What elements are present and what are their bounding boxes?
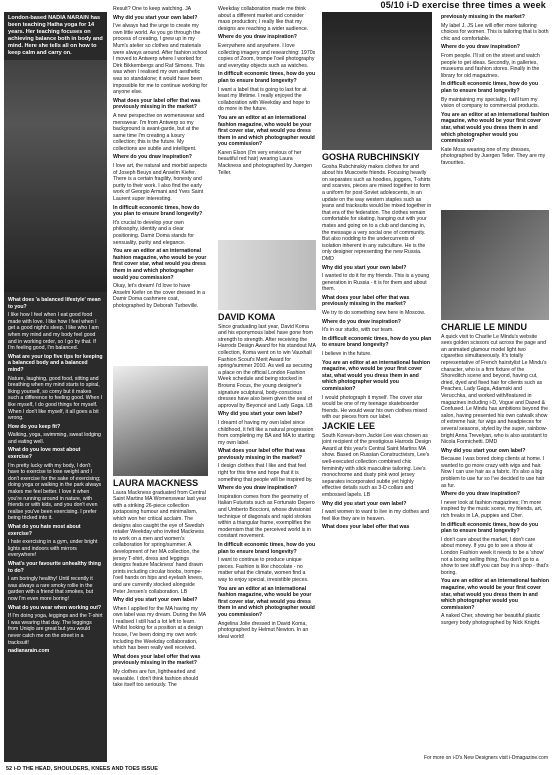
answer-text: A new perspective on womenswear and menswear. I'm from Antwerp so my background is avant-garde, but at the same time I'm creating a luxury collection; this is the future. My collections are subtle and intelligent. bbox=[113, 112, 205, 152]
question-text: Why did you start your own label? bbox=[441, 447, 526, 454]
portrait-charlie-photo bbox=[441, 210, 549, 320]
question-text: Where do you draw inspiration? bbox=[322, 318, 401, 325]
answer-text: I love art, the natural and morbid aspects of Joseph Beuys and Anselm Kiefer. There is a certain fragility, honesty and purity to their work. I also find the early work of Georgio Armani and Yves Saint Laurent super interesting. bbox=[113, 163, 208, 203]
sidebar-qa bbox=[4, 292, 107, 762]
designer-bio-laura: Laura Mackness graduated from Central Saint Martins MA Womenswear last year with a striking 26-piece collection juxtaposing humour and minimalism, which won her critical acclaim. The designs also caught the eye of Swedish retailer Weekday who invited Mackness to work on a men and women's collaboration for spring/summer. A development of her MA collection, the jersey T-shirt, dress and leggings designs feature Mackness' hand drawn prints including circular boobs, trompe-l'oeil hands on hips and eyelash knees, and are currently stocked alongside Peter Jensen's collaboration. LB bbox=[113, 489, 207, 595]
answer-text: Nature, laughing, good food, sitting and breathing when my mind starts to spiral, liking yourself, so corny but it makes such a difference to feeling good. When I like myself, I do good things for myself. When I don't like myself, it all goes a bit wrong. bbox=[8, 375, 103, 422]
question-text: In difficult economic times, how do you plan to ensure brand longevity? bbox=[441, 521, 539, 535]
question-text: You are an editor at an international fashion magazine, who would be your first cover star, what would you dress them in and which photographer would you commission? bbox=[218, 585, 315, 618]
answer-text: Karen Elson (I'm very envious of her beautiful red hair) wearing Laura Mackness and photographed by Juergen Teller. bbox=[218, 149, 313, 176]
page-footer: 52 i-D THE HEAD, SHOULDERS, KNEES AND TOES ISSUE bbox=[6, 766, 158, 772]
answer-text: It's in our studio, with our team. bbox=[322, 327, 394, 334]
answer-text: I hate exercising in a gym, under bright lights and indoors with mirrors everywhere! bbox=[8, 539, 98, 559]
question-text: What's your favourite unhealthy thing to do? bbox=[8, 560, 101, 574]
question-text: What do you love most about exercise? bbox=[8, 447, 81, 461]
answer-text: We try to do something new here in Moscow. bbox=[322, 310, 426, 317]
col3-bottom bbox=[218, 312, 316, 762]
question-text: Where do you draw inspiration? bbox=[441, 44, 520, 51]
question-text: Why did you start your own label? bbox=[218, 411, 303, 418]
answer-text: Everywhere and anywhere. I love collecting imagery and researching: 1970s copies of Zoom, trompe l'oeil photography and everyday objects such as watches. bbox=[218, 42, 316, 69]
col4-top bbox=[322, 152, 432, 692]
designer-bio-david: Since graduating last year, David Koma and his eponymous label have gone from strength to strength. After receiving the Harrods Design Award for his standout MA collection, Koma went on to win Vauxhall Fashion Scout's Merit Award for spring/summer 2010. As well as securing a place on the official London Fashion Week schedule and being stocked in Browns Focus, the young designer's signature sculptural, body-conscious dresses have also been given the seal of approval by Beyoncé and Lady Gaga. LB bbox=[218, 323, 316, 409]
sidebar-intro bbox=[4, 12, 107, 60]
question-text: You are an editor at an international fashion magazine, who would be your first cover star, what would you dress them in and which photographer would you commission? bbox=[441, 578, 549, 611]
answer-text: I wanted to do it for my friends. This is a young generation in Russia - it is for them and about them. bbox=[322, 273, 430, 293]
answer-text: My clothes are fun, lighthearted and wearable. I don't think fashion should take itself too seriously. The bbox=[113, 669, 199, 689]
question-text: Why did you start your own label? bbox=[322, 264, 407, 271]
question-text: Where do you draw inspiration? bbox=[113, 154, 192, 161]
question-text: You are an editor at an international fashion magazine, who would be your first cover star, what would you dress them in and which photographer would you commission? bbox=[441, 111, 549, 145]
answer-text: I never look at fashion magazines; I'm more inspired by the music scene, my friends, art, rich freaks in LA, puppies and Cher. bbox=[441, 499, 543, 520]
answer-text: I dreamt of having my own label since childhood, it felt like a natural progression from completing my BA and MA to starting my own label. bbox=[218, 419, 315, 446]
answer-text: I design clothes that I like and that feel right for this time and hope that it is something that people will be inspired by. bbox=[218, 463, 313, 483]
answer-text: Result? One to keep watching. JA bbox=[113, 6, 192, 12]
question-text: In difficult economic times, how do you plan to ensure brand longevity? bbox=[113, 204, 203, 218]
answer-text: Okay, let's dream! I'd love to have Anselm Kiefer on the cover dressed in a Damir Doma cashmere coat, photographed by Deborah Turbeville. bbox=[113, 283, 205, 309]
answer-text: Walking, yoga, swimming, sweat lodging and eating well. bbox=[8, 432, 101, 445]
col5-top bbox=[441, 12, 549, 208]
answer-text: Inspiration comes from the geometry of Italian Futurists such as Fortunato Depero and Umberto Boccioni, whose divisionist technique of diagonals and rapid strokes within a triangular frame, exemplifies the modernism that the perceived world is in constant movement. bbox=[218, 493, 315, 540]
question-text: What does your label offer that was previously missing in the market? bbox=[113, 653, 201, 667]
sidebar-intro-text: London-based NADIA NARAIN has been teaching Hatha yoga for 14 years. Her teaching focuses on achieving balance both in body and mind. Here she tells all on how to keep calm and carry on. bbox=[8, 15, 103, 56]
sidebar-url: nadianarain.com bbox=[8, 648, 50, 655]
col2-bottom bbox=[113, 478, 208, 748]
question-text: Where do you draw inspiration? bbox=[218, 485, 297, 492]
question-text: Why did you start your own label? bbox=[113, 14, 198, 21]
answer-text: Weekday collaboration made me think about a different market and consider mass production; I really like that my designs are reaching a wider audience. bbox=[218, 6, 309, 32]
question-text: You are an editor at an international fashion magazine, who would be your first cover star, what would you dress them in and which photographer would you commission? bbox=[218, 114, 315, 148]
answer-text: From people. I'll sit on the street and watch people to get ideas. Secondly, in galleries, museums and fashion stores. Finally in the library for old magazines. bbox=[441, 52, 540, 79]
website-credit: For more on i-D's New Designers visit i-Dmagazine.com bbox=[423, 755, 548, 761]
question-text: In difficult economic times, how do you plan to ensure brand longevity? bbox=[218, 542, 316, 555]
question-text: What do you wear when working out? bbox=[8, 604, 102, 611]
answer-text: Kate Moss wearing one of my dresses, photographed by Juergen Teller. They are my favourites. bbox=[441, 146, 546, 166]
portrait-gosha-photo bbox=[322, 12, 432, 150]
col5-bottom bbox=[441, 322, 549, 752]
designer-name-laura: LAURA MACKNESS bbox=[113, 478, 199, 488]
question-text: How do you keep fit? bbox=[8, 423, 61, 430]
question-text: In difficult economic times, how do you plan to ensure brand longevity? bbox=[441, 81, 539, 94]
question-text: What does your label offer that was previously missing in the market? bbox=[113, 97, 201, 111]
answer-text: By maintaining my speciality, I will turn my vision of company to commercial products. bbox=[441, 96, 540, 110]
answer-text: My label J. JS Lee will offer more tailoring choices for women. This is tailoring that is both chic and comfortable. bbox=[441, 22, 549, 42]
answer-text: I believe in the future. bbox=[322, 351, 372, 358]
answer-text: Because I was bored doing clients at home. I wanted to go more crazy with wigs and hair. Now I can use hair as a fabric. It's also a big problem to use fur so I've decided to use hair as fur. bbox=[441, 456, 545, 489]
answer-text: I like how I feel when I eat good food made with love. I like how I feel when I get a good night's sleep. I like who I am when my mind and my body feel good and in working order, so I go by that. If I'm feeling good, I'm balanced. bbox=[8, 312, 99, 352]
portrait-david-photo bbox=[218, 240, 316, 310]
question-text: previously missing in the market? bbox=[441, 14, 525, 20]
designer-name-gosha: GOSHA RUBCHINSKIY bbox=[322, 152, 420, 162]
answer-text: When I applied for the MA having my own label was my dream. During the MA I realised I still had a lot left to learn. Whilst looking for a position at a design house, I've been doing my own work including the Weekday collaboration, which has been really well received. bbox=[113, 605, 206, 652]
question-text: What does your label offer that was bbox=[322, 524, 410, 531]
page-header: 05/10 i-D exercise three times a week bbox=[380, 0, 546, 10]
question-text: What does 'a balanced lifestyle' mean to you? bbox=[8, 297, 101, 310]
question-text: In difficult economic times, how do you plan to ensure brand longevity? bbox=[322, 335, 432, 349]
designer-bio-jackie: South Korean-born Jackie Lee was chosen as joint recipient of the prestigious Harrods Design Award at this year's Central Saint Martins MA show. Based on Russian Constructivism, Lee's well-executed collection combined chic femininity with slick masculine tailoring. Lee's monochrome and dusty pink wool jersey separates incorporated subtle yet highly effective details such as 3-D collars and embossed lapels. LB bbox=[322, 432, 431, 498]
answer-text: I want women to want to live in my clothes and feel like they are in heaven. bbox=[322, 509, 429, 522]
question-text: You are an editor at an international fashion magazine, who would be your first cover star, what would you dress them in and which photographer would you commission? bbox=[322, 359, 430, 392]
portrait-laura-photo bbox=[113, 366, 208, 476]
designer-bio-gosha: Gosha Rubchinskiy makes clothes for and about his Muscovite friends. Focusing heavily on separates such as hoodies, joggers, T-shirts and scarves, pieces are mixed together to form a uniform for post-Soviet adolescents, in an update on the way western staples such as jeans and tracksuits would be mixed together in that era of the federation. The clothes remain comfortable for skating, hanging out with your mates and going on to a club and dancing in, the message a very social one of community. But also nodding to the undercurrents of isolation inherent in any subculture. He is the only designer representing the new Russia. DMD bbox=[322, 163, 432, 262]
question-text: Where do you draw inspiration? bbox=[441, 491, 520, 498]
designer-name-jackie: JACKIE LEE bbox=[322, 420, 376, 431]
question-text: Why did you start your own label? bbox=[113, 597, 198, 604]
answer-text: I don't care about the market, I don't care about money. If you go to see a show at London Fashion week it needs to be a 'show' not a boring selling thing. You don't go to a show to see stuff you can buy in a shop - that's boring. bbox=[441, 536, 549, 576]
answer-text: It's crucial to develop your own philosophy, identity and a clear positioning. Damir Doma stands for sensuality, purity and elegance. bbox=[113, 219, 195, 246]
answer-text: If I'm doing yoga, leggings and the T-shirt I was wearing that day. The leggings from Uniqlo are great but you would never catch me on the street in a tracksuit! bbox=[8, 613, 103, 646]
question-text: In difficult economic times, how do you plan to ensure brand longevity? bbox=[218, 71, 316, 84]
answer-text: I am boringly healthy! Until recently it was always a rare smoky rollie in the garden with a friend that smokes, but now I'm even more boring! bbox=[8, 576, 94, 602]
question-text: Where do you draw inspiration? bbox=[218, 34, 297, 41]
answer-text: A naked Cher, showing her beautiful plastic surgery body photographed by Nick Knight. bbox=[441, 613, 541, 626]
designer-name-charlie: CHARLIE LE MINDU bbox=[441, 322, 527, 332]
answer-text: I've always had the urge to create my own little world. As you go through the process of creating, I grew up in my Mum's atelier so clothes and materials were always around. After fashion school I moved to Antwerp where I worked for Dirk Bikkembergs and Raf Simons. This was when I realised my own aesthetic was so standalone; it would have been impossible for me to continue working for anyone else. bbox=[113, 23, 208, 96]
designer-bio-charlie: A quick visit to Charlie Le Mindu's website sees golden scissors cut across the page and an animated glamour model light two cigarettes simultaneously. It's totally representative of French hairstylist Le Mindu's character, who is a firm fixture of the Shoreditch scene and beyond, having cut, dried, dyed and fixed hair for clients such as Peaches, Lady Gaga, Adamski and Verucchka, and worked with/featured in magazines including i-D, Vogue and Dazed & Confused. Le Mindu has ambitions beyond the salon, having presented his own catwalk show of extreme hair, fur wigs and headpieces for several seasons, styled by the super, rainbow-bright Anna Trevelyan, who is also assistant to Nicola Formichetti. DMD bbox=[441, 333, 548, 446]
col2-top bbox=[113, 6, 208, 366]
designer-name-david: DAVID KOMA bbox=[218, 312, 276, 322]
question-text: You are an editor at an international fashion magazine, who would be your first cover star, what would you dress them in and which photographer would you commission? bbox=[113, 248, 207, 281]
answer-text: I want to continue to produce unique pieces. Fashion is like chocolate - no matter what the climate, women find a way to enjoy special, irresistible pieces. bbox=[218, 557, 309, 583]
question-text: What are your top five tips for keeping a balanced body and a balanced mind? bbox=[8, 353, 103, 373]
question-text: What does your label offer that was previously missing in the market? bbox=[218, 448, 306, 461]
answer-text: I'm pretty lucky with my body, I don't have to exercise to lose weight and I don't exercise for the sake of exercising; doing yoga or walking in the park always makes me feel better. I love it when you're running around in nature, with friends or with kids, and you don't even realise you've been exercising. I prefer being tricked into it. bbox=[8, 462, 102, 522]
col3-top bbox=[218, 6, 316, 238]
answer-text: I would photograph it myself. The cover star would be one of my teenage skateboarder friends. He would wear his own clothes mixed with our pieces from our label. bbox=[322, 394, 427, 421]
answer-text: Angelina Jolie dressed in David Koma, photographed by Helmut Newton. In an ideal world! bbox=[218, 620, 309, 640]
question-text: Why did you start your own label? bbox=[322, 500, 407, 507]
question-text: What does your label offer that was previously missing in the market? bbox=[322, 294, 410, 308]
question-text: What do you hate most about exercise? bbox=[8, 524, 81, 537]
answer-text: I want a label that is going to last for at least my lifetime. I really enjoyed the collaboration with Weekday and hope to do more in the future. bbox=[218, 86, 310, 113]
